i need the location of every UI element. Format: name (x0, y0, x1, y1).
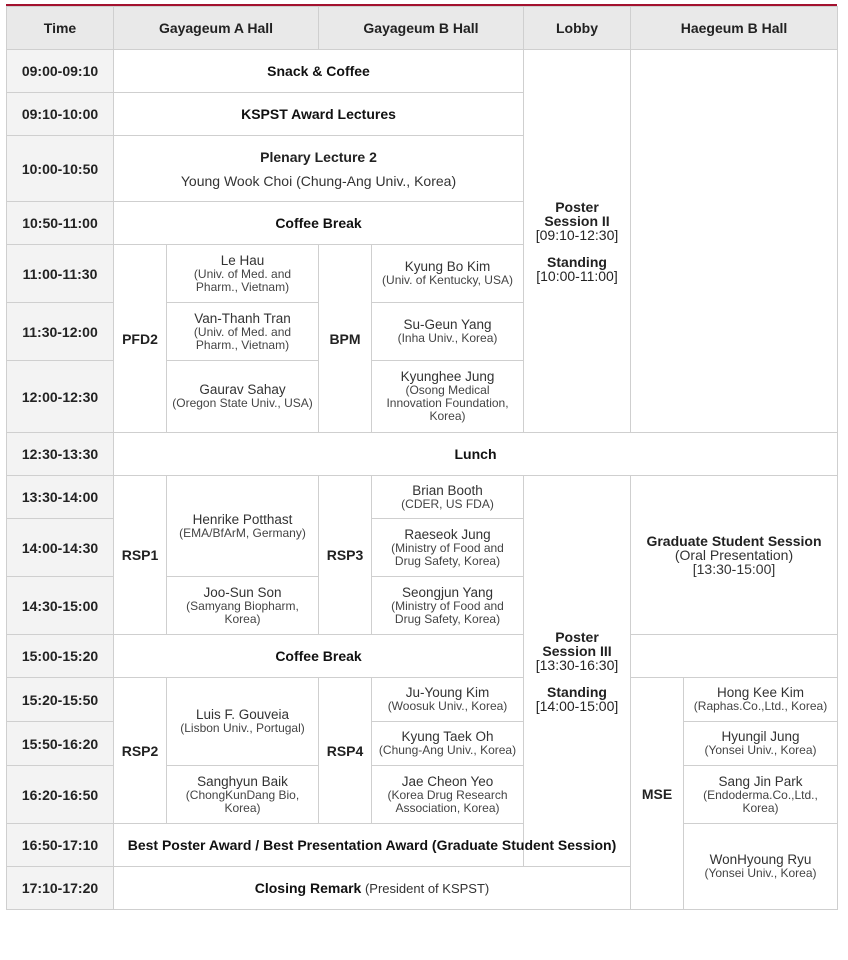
speaker-cell (167, 361, 319, 433)
poster2-title-1: Poster (555, 198, 599, 215)
speaker-affiliation: Innovation Foundation, (386, 396, 509, 410)
poster3-title-1: Poster (555, 628, 599, 645)
time-cell: 10:50-11:00 (7, 202, 114, 245)
standing2-title: Standing (547, 683, 607, 700)
speaker-affiliation: (ChongKunDang Bio, (185, 787, 300, 802)
speaker-cell (167, 303, 319, 361)
table-row (7, 635, 838, 678)
time-cell: 12:30-13:30 (7, 433, 114, 476)
speaker-cell (372, 766, 524, 824)
time-cell: 17:10-17:20 (7, 867, 114, 910)
speaker-name: Sang Jin Park (718, 773, 803, 789)
speaker-name: Jae Cheon Yeo (401, 773, 494, 789)
session-pfd2: PFD2 (114, 245, 167, 433)
speaker-affiliation: (Lisbon Univ., Portugal) (180, 721, 305, 735)
speaker-cell (372, 722, 524, 766)
grad-title: Graduate Student Session (646, 533, 822, 549)
coffee-break-2: Coffee Break (114, 635, 524, 678)
session-rsp4: RSP4 (319, 678, 372, 824)
speaker-affiliation: Association, Korea) (395, 800, 500, 815)
speaker-affiliation: Drug Safety, Korea) (394, 611, 501, 626)
speaker-affiliation: (Yonsei Univ., Korea) (704, 866, 817, 880)
session-bpm: BPM (319, 245, 372, 433)
grad-sub: (Oral Presentation) (674, 547, 794, 563)
session-rsp3: RSP3 (319, 476, 372, 635)
graduate-student-session (631, 476, 838, 635)
best-award: Best Poster Award / Best Presentation Award (Graduate Student Session) (114, 824, 631, 867)
speaker-name: Seongjun Yang (401, 584, 494, 600)
table-row (7, 433, 838, 476)
speaker-cell (167, 245, 319, 303)
plenary-lecture (114, 136, 524, 202)
speaker-cell (167, 476, 319, 577)
speaker-name: Le Hau (220, 252, 265, 268)
speaker-affiliation: (Osong Medical (405, 383, 490, 397)
plenary-speaker: Young Wook Choi (Chung-Ang Univ., Korea) (180, 172, 457, 189)
poster3-title-2: Session III (542, 642, 612, 659)
speaker-affiliation: (Chung-Ang Univ., Korea) (378, 743, 517, 757)
speaker-cell (372, 577, 524, 635)
coffee-break-1: Coffee Break (114, 202, 524, 245)
session-rsp2: RSP2 (114, 678, 167, 824)
table-row (7, 50, 838, 93)
closing-by: (President of KSPST) (364, 880, 490, 896)
time-cell: 16:20-16:50 (7, 766, 114, 824)
session-rsp1: RSP1 (114, 476, 167, 635)
speaker-affiliation: (CDER, US FDA) (401, 496, 494, 511)
table-row (7, 678, 838, 722)
time-cell: 14:30-15:00 (7, 577, 114, 635)
speaker-affiliation: (Univ. of Med. and (193, 266, 292, 281)
time-cell: 15:00-15:20 (7, 635, 114, 678)
speaker-name: Ju-Young Kim (405, 685, 490, 700)
speaker-affiliation: Korea) (742, 800, 779, 815)
standing1-time: [10:00-11:00] (536, 267, 618, 284)
time-cell: 10:00-10:50 (7, 136, 114, 202)
lobby-poster-session-2 (524, 50, 631, 433)
time-cell: 09:10-10:00 (7, 93, 114, 136)
snack-coffee: Snack & Coffee (114, 50, 524, 93)
time-cell: 16:50-17:10 (7, 824, 114, 867)
speaker-affiliation: (Yonsei Univ., Korea) (704, 743, 817, 757)
header-time: Time (7, 7, 114, 50)
speaker-affiliation: (Ministry of Food and (391, 540, 504, 555)
time-cell: 11:00-11:30 (7, 245, 114, 303)
speaker-name: Sanghyun Baik (197, 773, 288, 789)
speaker-name: Gaurav Sahay (199, 382, 286, 397)
speaker-cell (684, 766, 838, 824)
time-cell: 11:30-12:00 (7, 303, 114, 361)
speaker-affiliation: (Inha Univ., Korea) (397, 331, 498, 345)
time-cell: 15:50-16:20 (7, 722, 114, 766)
speaker-affiliation: (Univ. of Med. and (193, 324, 292, 339)
grad-time: [13:30-15:00] (692, 561, 776, 577)
lunch: Lunch (114, 433, 838, 476)
speaker-affiliation: (Oregon State Univ., USA) (172, 396, 313, 410)
plenary-title: Plenary Lecture 2 (260, 148, 377, 165)
speaker-cell (167, 577, 319, 635)
speaker-name: Kyunghee Jung (400, 369, 495, 384)
speaker-affiliation: (Woosuk Univ., Korea) (387, 699, 508, 713)
standing1-title: Standing (547, 253, 607, 270)
closing-remark (114, 867, 631, 910)
speaker-affiliation: Korea) (224, 611, 261, 626)
speaker-name: Hyungil Jung (721, 729, 800, 744)
speaker-name: Van-Thanh Tran (194, 310, 291, 326)
poster3-time: [13:30-16:30] (535, 656, 619, 673)
speaker-cell (167, 766, 319, 824)
poster2-title-2: Session II (544, 212, 610, 229)
poster2-time: [09:10-12:30] (535, 226, 619, 243)
speaker-name: Brian Booth (412, 482, 483, 498)
haegeum-empty-break (631, 635, 838, 678)
header-row (7, 7, 838, 50)
header-gayageum-b: Gayageum B Hall (319, 7, 524, 50)
time-cell: 15:20-15:50 (7, 678, 114, 722)
speaker-affiliation: (Raphas.Co.,Ltd., Korea) (693, 699, 828, 713)
speaker-name: Kyung Taek Oh (401, 729, 494, 744)
speaker-affiliation: (Samyang Biopharm, (186, 598, 299, 613)
speaker-cell (167, 678, 319, 766)
session-mse: MSE (631, 678, 684, 910)
speaker-affiliation: Pharm., Vietnam) (195, 337, 290, 352)
speaker-cell (372, 519, 524, 577)
speaker-name: Hong Kee Kim (716, 685, 805, 700)
speaker-affiliation: (Ministry of Food and (391, 598, 504, 613)
time-cell: 09:00-09:10 (7, 50, 114, 93)
speaker-cell (372, 303, 524, 361)
header-haegeum-b: Haegeum B Hall (631, 7, 838, 50)
speaker-name: Henrike Potthast (192, 511, 293, 527)
speaker-name: Su-Geun Yang (403, 317, 492, 332)
closing-title: Closing Remark (254, 879, 362, 896)
speaker-affiliation: Drug Safety, Korea) (394, 553, 501, 568)
speaker-affiliation: Pharm., Vietnam) (195, 279, 290, 294)
header-lobby: Lobby (524, 7, 631, 50)
haegeum-empty-morning (631, 50, 838, 433)
speaker-name: WonHyoung Ryu (709, 852, 812, 867)
table-row (7, 476, 838, 519)
time-cell: 14:00-14:30 (7, 519, 114, 577)
speaker-affiliation: (Endoderma.Co.,Ltd., (703, 787, 818, 802)
speaker-cell (684, 722, 838, 766)
speaker-cell (684, 678, 838, 722)
speaker-affiliation: Korea) (224, 800, 261, 815)
table-row (7, 824, 838, 867)
header-gayageum-a: Gayageum A Hall (114, 7, 319, 50)
speaker-name: Joo-Sun Son (203, 584, 282, 600)
lobby-poster-session-3 (524, 476, 631, 867)
speaker-affiliation: Korea) (429, 409, 466, 423)
speaker-affiliation: (Korea Drug Research (387, 787, 508, 802)
award-lectures: KSPST Award Lectures (114, 93, 524, 136)
speaker-cell (684, 824, 838, 910)
speaker-cell (372, 476, 524, 519)
standing2-time: [14:00-15:00] (535, 697, 619, 714)
speaker-cell (372, 361, 524, 433)
time-cell: 13:30-14:00 (7, 476, 114, 519)
speaker-cell (372, 245, 524, 303)
speaker-affiliation: (EMA/BfArM, Germany) (179, 525, 306, 540)
speaker-cell (372, 678, 524, 722)
speaker-name: Raeseok Jung (404, 526, 491, 542)
speaker-name: Luis F. Gouveia (195, 707, 290, 722)
time-cell: 12:00-12:30 (7, 361, 114, 433)
schedule-table (6, 6, 838, 910)
speaker-name: Kyung Bo Kim (404, 259, 491, 274)
speaker-affiliation: (Univ. of Kentucky, USA) (382, 273, 513, 287)
